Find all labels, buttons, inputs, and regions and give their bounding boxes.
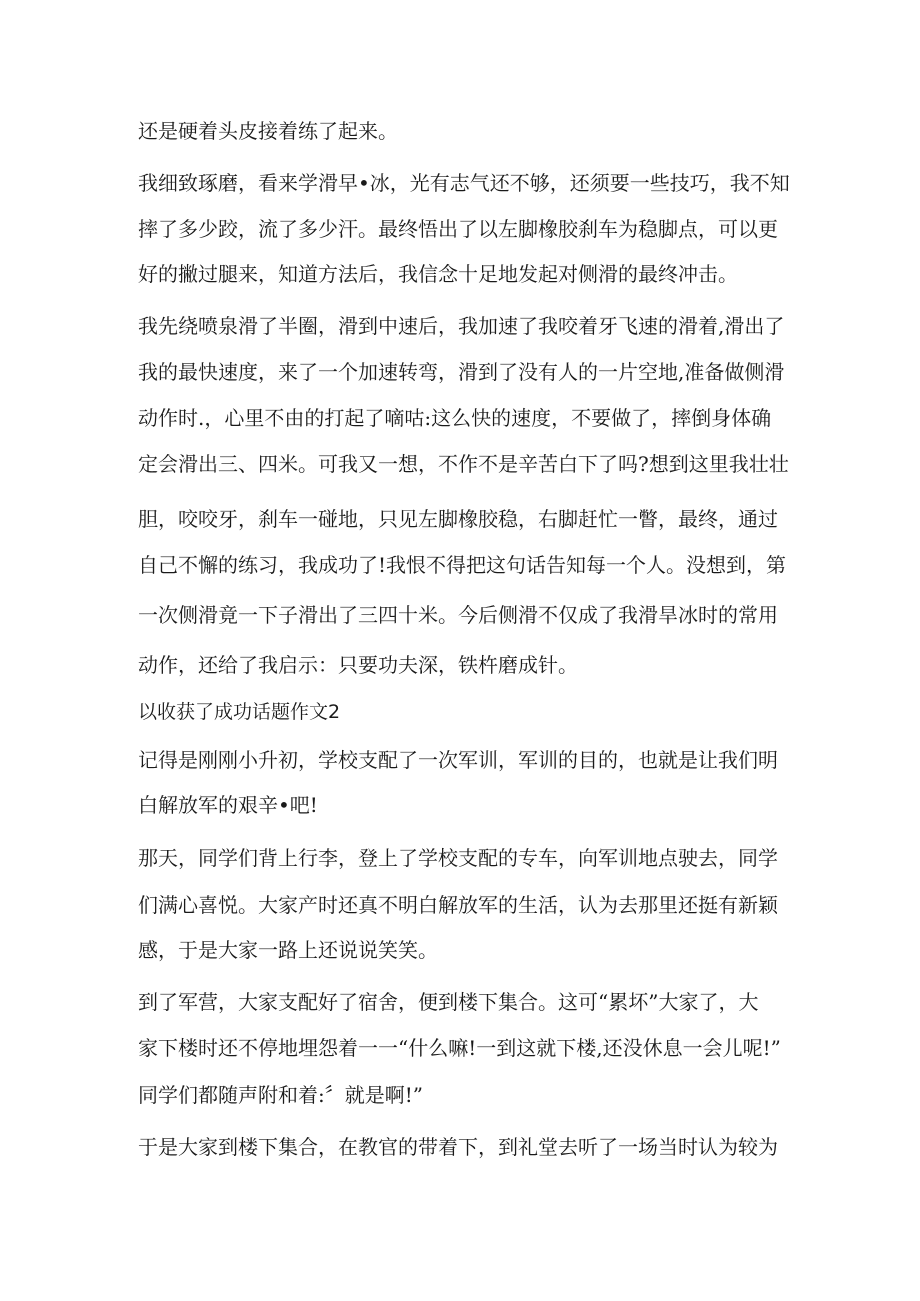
text-line-17: 们满心喜悦。大家产时还真不明白解放军的生活，认为去那里还挺有新颖 (138, 893, 778, 917)
text-line-16: 那天，同学们背上行李，登上了学校支配的专车，向军训地点驶去，同学 (138, 846, 778, 870)
text-line-22: 于是大家到楼下集合，在教官的带着下，到礼堂去听了一场当时认为较为 (138, 1135, 778, 1159)
text-line-11: 一次侧滑竟一下子滑出了三四十米。今后侧滑不仅成了我滑旱冰时的常用 (138, 603, 778, 627)
text-line-9: 胆，咬咬牙，刹车一碰地，只见左脚橡胶稳，右脚赶忙一瞥，最终，通过 (138, 507, 778, 531)
text-line-4: 好的撇过腿来，知道方法后，我信念十足地发起对侧滑的最终冲击。 (138, 262, 738, 286)
text-line-6: 我的最快速度，来了一个加速转弯，滑到了没有人的一片空地,准备做侧滑 (138, 360, 785, 384)
text-line-21: 同学们都随声附和着:〞就是啊!” (138, 1083, 423, 1107)
section-heading: 以收获了成功话题作文2 (138, 701, 341, 723)
text-line-5: 我先绕喷泉滑了半圈，滑到中速后，我加速了我咬着牙飞速的滑着,滑出了 (138, 314, 785, 338)
text-line-14: 记得是刚刚小升初，学校支配了一次军训，军训的目的，也就是让我们明 (138, 748, 778, 772)
text-line-15: 白解放军的艰辛•吧! (138, 793, 318, 817)
text-line-1: 还是硬着头皮接着练了起来。 (138, 119, 398, 143)
text-line-20: 家下楼时还不停地埋怨着一一“什么嘛!一到这就下楼,还没休息一会儿呢!” (138, 1036, 781, 1060)
text-line-19: 到了军营，大家支配好了宿舍，便到楼下集合。这可“累坏”大家了，大 (138, 990, 759, 1014)
text-line-8: 定会滑出三、四米。可我又一想，不作不是辛苦白下了吗?想到这里我壮壮 (138, 452, 789, 476)
text-line-7: 动作时.，心里不由的打起了嘀咕:这么快的速度，不要做了，摔倒身体确 (138, 406, 772, 430)
text-line-2: 我细致琢磨，看来学滑早•冰，光有志气还不够，还须要一些技巧，我不知 (138, 171, 790, 195)
text-line-18: 感，于是大家一路上还说说笑笑。 (138, 938, 438, 962)
text-line-10: 自己不懈的练习，我成功了!我恨不得把这句话告知每一个人。没想到，第 (138, 553, 787, 577)
text-line-12: 动作，还给了我启示：只要功夫深，铁杵磨成针。 (138, 653, 578, 677)
text-line-3: 摔了多少跤，流了多少汗。最终悟出了以左脚橡胶刹车为稳脚点，可以更 (138, 217, 778, 241)
